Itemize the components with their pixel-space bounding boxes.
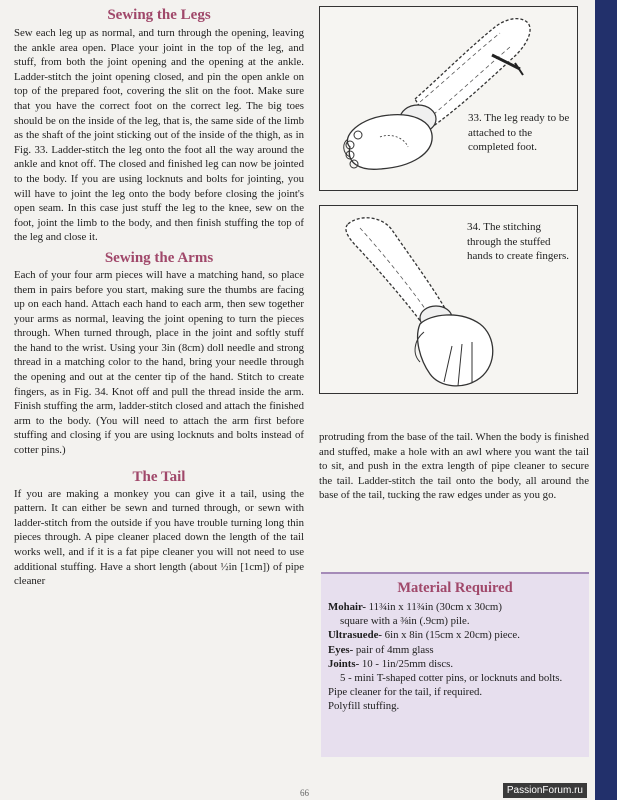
heading-sewing-arms: Sewing the Arms	[104, 249, 214, 266]
fig33-caption: 33. The leg ready to be attached to the completed foot.	[468, 112, 570, 153]
material-ultrasuede: Ultrasuede- 6in x 8in (15cm x 20cm) piece.	[328, 629, 520, 642]
material-required-box	[321, 572, 589, 757]
figure-34	[319, 205, 578, 394]
material-eyes: Eyes- pair of 4mm glass	[328, 643, 434, 656]
paragraph-tail-continued: protruding from the base of the tail. When the body is finished and stuffed, make a hole with an awl where you want the tail to sit, and push in the extra length of pipe cleaner to secure the tail. Ladder-stitch the tail onto the body, all around the base of the tail, tucking the raw edges under as you go.	[319, 431, 589, 502]
paragraph-sewing-arms: Each of your four arm pieces will have a matching hand, so place them in pairs before you start, making sure the thumbs are facing up on each hand. Attach each hand to each arm, then sew together your arms as normal, leaving the joint opening to turn the pieces through. When turned through, place in the joint and softly stuff the hand to the wrist. Using your 3in (8cm) doll needle and strong thread in a matching color to the hand, bring your needle through the opening and out at the center tip of the hand. Stitch to create fingers, as in Fig. 34. Knot off and pull the thread inside the arm. Finish stuffing the arm, ladder-stitch closed and attach the finished arm to the body. (You will need to attach the arm first before stuffing and closing if you are using locknuts and bolts instead of cotter pins.)	[14, 268, 304, 457]
material-joints: Joints- 10 - 1in/25mm discs.	[328, 657, 454, 670]
leg-illustration	[320, 7, 577, 190]
watermark: PassionForum.ru	[503, 783, 587, 798]
paragraph-tail: If you are making a monkey you can give it a tail, using the pattern. It can either be sewn and turned through, or sewn with ladder-stitch from the outside if you have trouble turning long thin pieces through. A pipe cleaner placed down the length of the tail works well, and if it is a fat pipe cleaner you will not need to use additional stuffing. Have a short length (about ½in [1cm]) of pipe cleaner	[14, 487, 304, 588]
material-list	[321, 600, 589, 714]
right-blue-bar	[595, 0, 617, 800]
heading-sewing-legs: Sewing the Legs	[107, 7, 211, 23]
figure-33	[319, 6, 578, 191]
fig34-caption: 34. The stitching through the stuffed hands to create fingers.	[467, 221, 570, 262]
material-mohair-detail: square with a ⅜in (.9cm) pile.	[340, 615, 470, 628]
material-mohair: Mohair- 11¾in x 11¾in (30cm x 30cm)	[328, 601, 502, 613]
paragraph-sewing-legs: Sew each leg up as normal, and turn through the opening, leaving the ankle area open. Place your joint in the top of the leg, and stuff, from both the joint opening and the opening at the ankle. Ladder-stitch the joint opening closed, and pin the open ankle on top of the prepared foot, covering the slit on the foot. Make sure that you have the correct foot on the correct leg. The big toes should be on the inside of the leg, that is, the same side of the limb as the shaft of the joint sticking out of the inside of the thigh, as in Fig. 33. Ladder-stitch the leg onto the foot all the way around the ankle and knot off. The closed and finished leg can now be jointed to the body. If you are using locknuts and bolts for jointing, you will have to joint the leg onto the body before closing the joint's open seam. In this case just stuff the leg to the knee, sew on the foot, joint the limb to the body, and then finish stuffing the top of the leg and close it.	[14, 27, 304, 244]
material-pipe-cleaner: Pipe cleaner for the tail, if required.	[328, 686, 483, 699]
page-number: 66	[300, 788, 309, 798]
left-column	[14, 6, 304, 589]
material-required-title: Material Required	[397, 580, 513, 596]
material-joints-detail: 5 - mini T-shaped cotter pins, or locknuts and bolts.	[340, 672, 563, 685]
heading-tail: The Tail	[132, 468, 186, 485]
material-polyfill: Polyfill stuffing.	[328, 700, 400, 713]
